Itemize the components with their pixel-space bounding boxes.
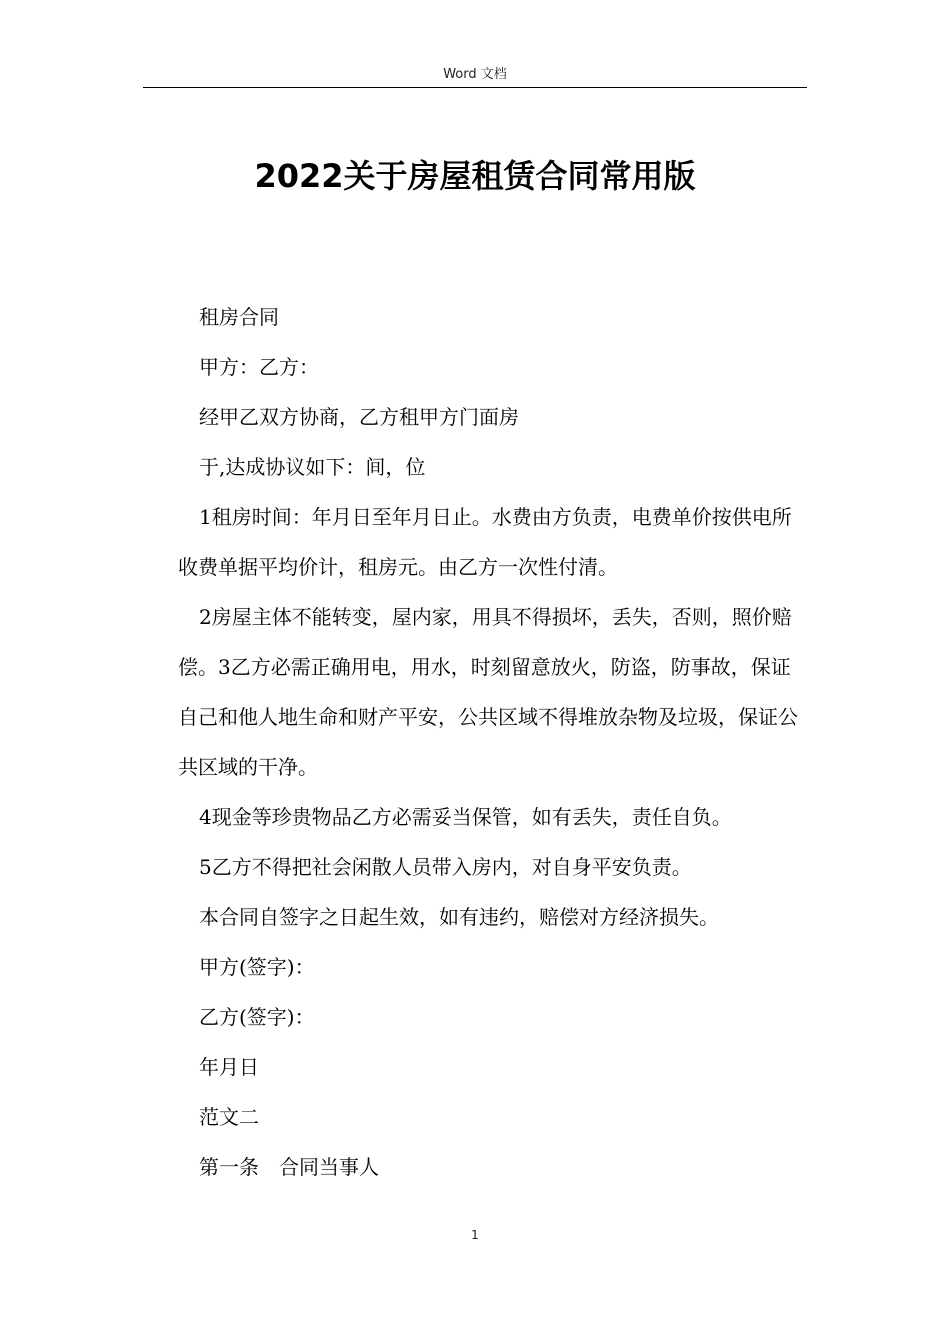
paragraph-agreement-intro: 经甲乙双方协商，乙方租甲方门面房 bbox=[199, 405, 519, 429]
paragraph-article-one: 第一条 合同当事人 bbox=[199, 1155, 379, 1179]
paragraph-date: 年月日 bbox=[199, 1055, 259, 1079]
paragraph-agreement-location: 于,达成协议如下：间，位 bbox=[199, 455, 426, 479]
header-divider bbox=[143, 87, 807, 88]
paragraph-clause-5: 5乙方不得把社会闲散人员带入房内，对自身平安负责。 bbox=[199, 855, 692, 879]
paragraph-contract-heading: 租房合同 bbox=[199, 305, 279, 329]
paragraph-clause-1: 1租房时间：年月日至年月日止。水费由方负责，电费单价按供电所收费单据平均价计，租房元。由乙方一次性付清。 bbox=[178, 505, 792, 579]
paragraph-effective: 本合同自签字之日起生效，如有违约，赔偿对方经济损失。 bbox=[199, 905, 719, 929]
paragraph-clause-2-3: 2房屋主体不能转变，屋内家，用具不得损坏，丢失，否则，照价赔偿。3乙方必需正确用电，用水，时刻留意放火，防盗，防事故，保证自己和他人地生命和财产平安，公共区域不得堆放杂物及垃圾，保证公共区域的干净。 bbox=[178, 605, 798, 779]
document-body bbox=[178, 292, 806, 1192]
paragraph-party-a-signature: 甲方(签字)： bbox=[199, 955, 315, 979]
document-title: 2022关于房屋租赁合同常用版 bbox=[254, 157, 696, 195]
page-number: 1 bbox=[471, 1228, 479, 1242]
paragraph-sample-two: 范文二 bbox=[199, 1105, 259, 1129]
paragraph-clause-4: 4现金等珍贵物品乙方必需妥当保管，如有丢失，责任自负。 bbox=[199, 805, 732, 829]
paragraph-party-b-signature: 乙方(签字)： bbox=[199, 1005, 315, 1029]
page-header-label: Word 文档 bbox=[443, 67, 507, 82]
paragraph-parties: 甲方：乙方： bbox=[199, 355, 319, 379]
